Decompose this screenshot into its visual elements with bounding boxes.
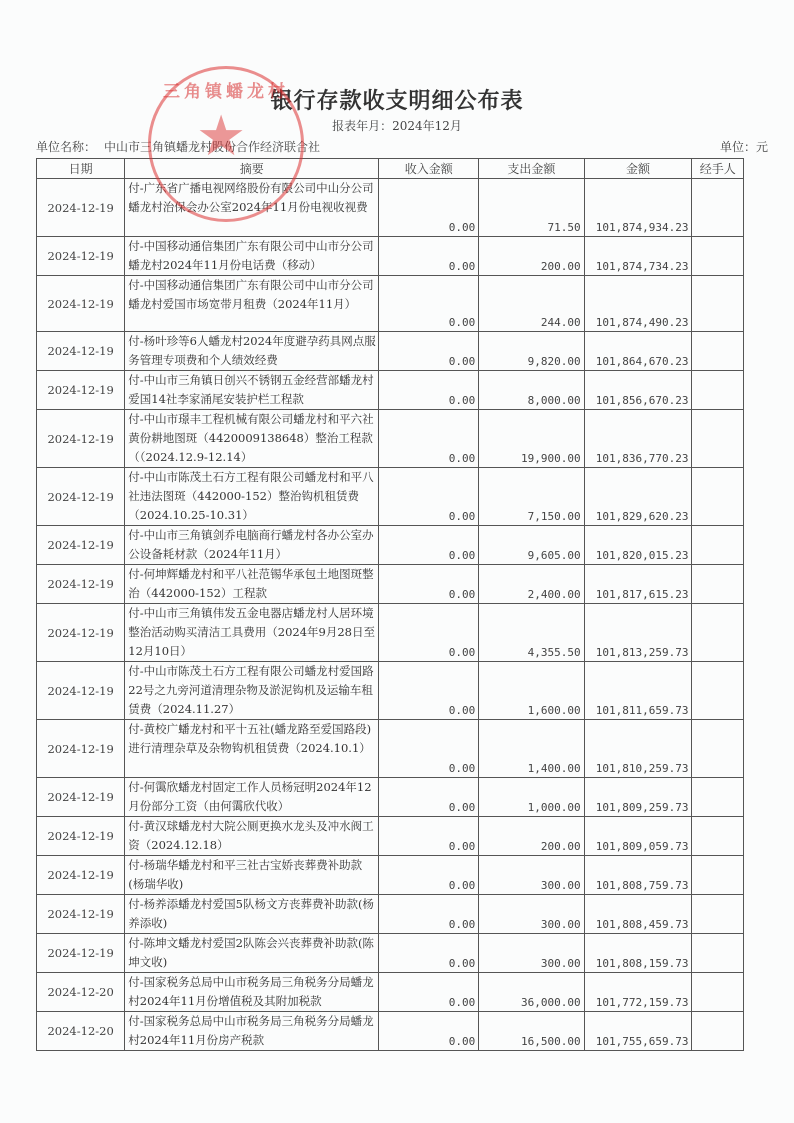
row-summary: 付-何坤辉蟠龙村和平八社范锡华承包土地图斑整治（442000-152）工程款 [125,565,379,604]
row-balance: 101,874,490.23 [584,276,692,332]
row-income: 0.00 [379,179,479,237]
row-expense: 8,000.00 [479,371,584,410]
row-balance: 101,836,770.23 [584,410,692,468]
row-expense: 300.00 [479,934,584,973]
table-row [37,720,744,778]
row-handler [692,856,744,895]
row-date: 2024-12-19 [37,468,125,526]
row-income: 0.00 [379,895,479,934]
row-summary: 付-国家税务总局中山市税务局三角税务分局蟠龙村2024年11月份增值税及其附加税款 [125,973,379,1012]
table-row [37,1012,744,1051]
row-balance: 101,755,659.73 [584,1012,692,1051]
row-balance: 101,864,670.23 [584,332,692,371]
row-expense: 36,000.00 [479,973,584,1012]
row-summary: 付-中国移动通信集团广东有限公司中山市分公司蟠龙村爱国市场宽带月租费（2024年11月） [125,276,379,332]
row-income: 0.00 [379,237,479,276]
header-income: 收入金额 [379,159,479,179]
row-income: 0.00 [379,604,479,662]
row-balance: 101,772,159.73 [584,973,692,1012]
stamp-text: 三角镇蟠龙村 [163,82,289,102]
row-handler [692,526,744,565]
row-handler [692,1012,744,1051]
row-expense: 244.00 [479,276,584,332]
row-income: 0.00 [379,468,479,526]
row-income: 0.00 [379,778,479,817]
row-summary: 付-中山市三角镇剑乔电脑商行蟠龙村各办公室办公设备耗材款（2024年11月） [125,526,379,565]
row-balance: 101,810,259.73 [584,720,692,778]
table-row [37,778,744,817]
row-summary: 付-黄校广蟠龙村和平十五社(蟠龙路至爱国路段)进行清理杂草及杂物钩机租赁费（2024.10.1） [125,720,379,778]
row-balance: 101,817,615.23 [584,565,692,604]
row-summary: 付-中山市璟丰工程机械有限公司蟠龙村和平六社黄份耕地图斑（4420009138648）整治工程款（（2024.12.9-12.14） [125,410,379,468]
document-title: 银行存款收支明细公布表 [270,88,524,114]
header-date: 日期 [37,159,125,179]
row-balance: 101,809,059.73 [584,817,692,856]
row-expense: 300.00 [479,856,584,895]
row-handler [692,778,744,817]
row-expense: 19,900.00 [479,410,584,468]
table-row [37,526,744,565]
row-balance: 101,808,759.73 [584,856,692,895]
row-income: 0.00 [379,371,479,410]
row-income: 0.00 [379,720,479,778]
table-row [37,895,744,934]
row-balance: 101,856,670.23 [584,371,692,410]
table-row [37,332,744,371]
row-date: 2024-12-19 [37,276,125,332]
row-expense: 2,400.00 [479,565,584,604]
table-row [37,410,744,468]
row-balance: 101,874,934.23 [584,179,692,237]
row-date: 2024-12-19 [37,371,125,410]
row-expense: 16,500.00 [479,1012,584,1051]
row-expense: 4,355.50 [479,604,584,662]
row-summary: 付-陈坤文蟠龙村爱国2队陈会兴丧葬费补助款(陈坤文收) [125,934,379,973]
row-expense: 1,400.00 [479,720,584,778]
row-handler [692,179,744,237]
row-summary: 付-中山市陈茂土石方工程有限公司蟠龙村爱国路22号之九旁河道清理杂物及淤泥钩机及运输车租赁费（2024.11.27） [125,662,379,720]
row-balance: 101,829,620.23 [584,468,692,526]
row-summary: 付-广东省广播电视网络股份有限公司中山分公司蟠龙村治保会办公室2024年11月份电视收视费 [125,179,379,237]
row-expense: 71.50 [479,179,584,237]
row-summary: 付-何霭欣蟠龙村固定工作人员杨冠明2024年12月份部分工资（由何霭欣代收） [125,778,379,817]
table-row [37,934,744,973]
row-expense: 300.00 [479,895,584,934]
row-income: 0.00 [379,973,479,1012]
row-date: 2024-12-19 [37,895,125,934]
row-income: 0.00 [379,276,479,332]
header-summary: 摘要 [125,159,379,179]
row-summary: 付-中国移动通信集团广东有限公司中山市分公司蟠龙村2024年11月份电话费（移动） [125,237,379,276]
row-handler [692,371,744,410]
table-row [37,371,744,410]
report-month: 报表年月：2024年12月 [332,119,462,133]
table-row [37,973,744,1012]
row-date: 2024-12-20 [37,1012,125,1051]
row-handler [692,332,744,371]
row-income: 0.00 [379,526,479,565]
table-row [37,179,744,237]
header-expense: 支出金额 [479,159,584,179]
row-date: 2024-12-19 [37,720,125,778]
row-date: 2024-12-20 [37,973,125,1012]
row-date: 2024-12-19 [37,856,125,895]
row-summary: 付-杨瑞华蟠龙村和平三社古宝娇丧葬费补助款(杨瑞华收) [125,856,379,895]
table-row [37,468,744,526]
currency-unit: 单位：元 [719,140,768,154]
row-handler [692,410,744,468]
row-income: 0.00 [379,410,479,468]
row-income: 0.00 [379,1012,479,1051]
row-balance: 101,808,459.73 [584,895,692,934]
row-balance: 101,809,259.73 [584,778,692,817]
row-expense: 9,820.00 [479,332,584,371]
row-date: 2024-12-19 [37,179,125,237]
row-income: 0.00 [379,332,479,371]
table-row [37,604,744,662]
row-date: 2024-12-19 [37,934,125,973]
row-balance: 101,808,159.73 [584,934,692,973]
header-balance: 金额 [584,159,692,179]
table-header-row [37,159,744,179]
row-summary: 付-杨养添蟠龙村爱国5队杨文方丧葬费补助款(杨养添收) [125,895,379,934]
table-row [37,817,744,856]
row-date: 2024-12-19 [37,526,125,565]
row-date: 2024-12-19 [37,410,125,468]
unit-name: 中山市三角镇蟠龙村股份合作经济联合社 [104,140,321,154]
row-summary: 付-中山市陈茂土石方工程有限公司蟠龙村和平八社违法图斑（442000-152）整治钩机租赁费（2024.10.25-10.31） [125,468,379,526]
row-handler [692,720,744,778]
row-income: 0.00 [379,934,479,973]
row-income: 0.00 [379,856,479,895]
row-handler [692,973,744,1012]
row-date: 2024-12-19 [37,565,125,604]
row-handler [692,604,744,662]
row-handler [692,276,744,332]
row-balance: 101,813,259.73 [584,604,692,662]
row-handler [692,565,744,604]
row-date: 2024-12-19 [37,662,125,720]
row-expense: 200.00 [479,817,584,856]
row-summary: 付-杨叶珍等6人蟠龙村2024年度避孕药具网点服务管理专项费和个人绩效经费 [125,332,379,371]
row-summary: 付-国家税务总局中山市税务局三角税务分局蟠龙村2024年11月份房产税款 [125,1012,379,1051]
row-balance: 101,820,015.23 [584,526,692,565]
row-balance: 101,811,659.73 [584,662,692,720]
row-expense: 200.00 [479,237,584,276]
row-handler [692,817,744,856]
row-income: 0.00 [379,565,479,604]
table-row [37,662,744,720]
row-expense: 1,600.00 [479,662,584,720]
table-row [37,565,744,604]
ledger-table [36,158,744,1051]
row-handler [692,662,744,720]
row-income: 0.00 [379,662,479,720]
table-row [37,276,744,332]
row-handler [692,237,744,276]
table-row [37,237,744,276]
row-handler [692,934,744,973]
row-expense: 1,000.00 [479,778,584,817]
header-handler: 经手人 [692,159,744,179]
row-balance: 101,874,734.23 [584,237,692,276]
row-expense: 9,605.00 [479,526,584,565]
table-row [37,856,744,895]
row-date: 2024-12-19 [37,237,125,276]
star-icon: ★ [196,104,247,169]
unit-name-label: 单位名称： [36,140,97,154]
ledger-body [37,179,744,1051]
row-date: 2024-12-19 [37,778,125,817]
row-date: 2024-12-19 [37,817,125,856]
row-handler [692,895,744,934]
row-date: 2024-12-19 [37,332,125,371]
row-summary: 付-中山市三角镇伟发五金电器店蟠龙村人居环境整治活动购买清洁工具费用（2024年9月28日至12月10日） [125,604,379,662]
row-summary: 付-黄汉球蟠龙村大院公厕更换水龙头及冲水阀工资（2024.12.18） [125,817,379,856]
row-date: 2024-12-19 [37,604,125,662]
row-income: 0.00 [379,817,479,856]
row-handler [692,468,744,526]
row-summary: 付-中山市三角镇日创兴不锈钢五金经营部蟠龙村爱国14社李家涌尾安装护栏工程款 [125,371,379,410]
row-expense: 7,150.00 [479,468,584,526]
